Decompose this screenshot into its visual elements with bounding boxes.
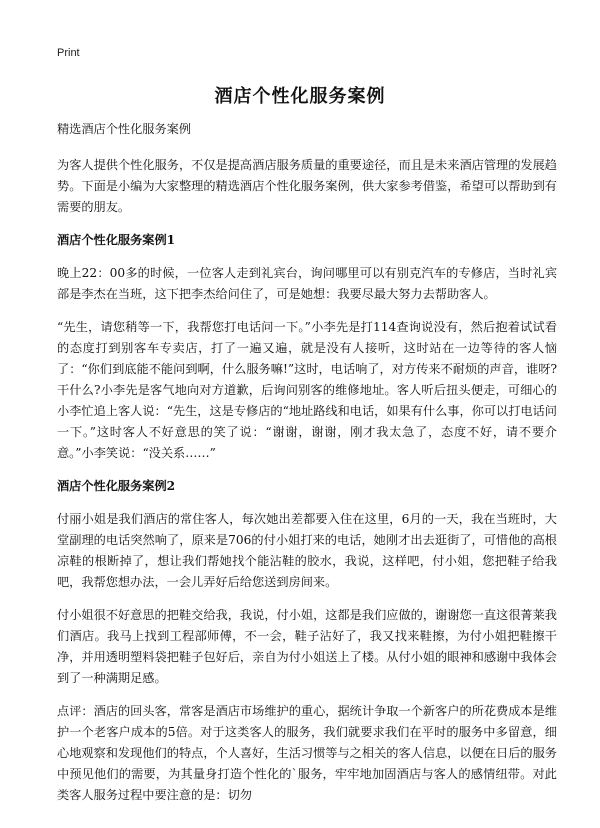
case2-paragraph-2: 付小姐很不好意思的把鞋交给我，我说，付小姐，这都是我们应做的，谢谢您一直这很菁莱我们酒店。我马上找到工程部师傅，不一会，鞋子沾好了，我又找来鞋擦，为付小姐把鞋擦干净，并用透明塑料袋把鞋子包好后，亲自为付小姐送上了楼。从付小姐的眼神和感谢中我体会到了一种满期足感。 [57,608,557,685]
case2-paragraph-1: 付丽小姐是我们酒店的常住客人，每次她出差都要入住在这里，6月的一天，我在当班时，大堂副理的电话突然响了，原来是706的付小姐打来的电话，她刚才出去逛街了，可惜他的高根凉鞋的根断掉了，想让我们帮她找个能沾鞋的胶水，我说，这样吧，付小姐，您把鞋子给我吧，我帮您想办法，一会儿弄好后给您送到房间来。 [57,512,557,589]
print-link[interactable]: Print [57,47,80,59]
article-body [57,119,557,818]
page-title: 酒店个性化服务案例 [214,86,386,107]
intro-paragraph: 为客人提供个性化服务，不仅是提高酒店服务质量的重要途径，而且是未来酒店管理的发展趋势。下面是小编为大家整理的精选酒店个性化服务案例，供大家参考借鉴，希望可以帮助到有需要的朋友。 [57,158,557,214]
case2-commentary: 点评：酒店的回头客，常客是酒店市场维护的重心，据统计争取一个新客户的所花费成本是维护一个老客户成本的5倍。对于这类客人的服务，我们就要求我们在平时的服务中多留意，细心地观察和发现他们的特点，个人喜好，生活习惯等与之相关的客人信息，以便在日后的服务中预见他们的需要，为其量身打造个性化的`服务，牢牢地加固酒店与客人的感情纽带。对此类客人服务过程中要注意的是：切勿 [57,704,557,802]
subtitle: 精选酒店个性化服务案例 [57,122,192,136]
case1-paragraph-2: “先生，请您稍等一下，我帮您打电话问一下。”小李先是打114查询说没有，然后抱着试试看的态度打到别客车专卖店，打了一遍又遍，就是没有人接听，这时站在一边等待的客人恼了：“你们到底能不能问到啊，什么服务嘛!”这时，电话响了，对方传来不耐烦的声音，谁呀?干什么?小李先是客气地向对方道歉，后询问别客的维修地址。客人听后扭头便走，可细心的小李忙追上客人说：“先生，这是专修店的“地址路线和电话，如果有什么事，你可以打电话问一下。”这时客人不好意思的笑了说：“谢谢，谢谢，刚才我太急了，态度不好，请不要介意。”小李笑说：“没关系……” [57,320,557,460]
case2-heading: 酒店个性化服务案例2 [57,479,176,493]
case1-heading: 酒店个性化服务案例1 [57,233,176,247]
case1-paragraph-1: 晚上22：00多的时候，一位客人走到礼宾台，询问哪里可以有别克汽车的专修店，当时礼宾部是李杰在当班，这下把李杰给问住了，可是她想：我要尽最大努力去帮助客人。 [57,266,557,301]
